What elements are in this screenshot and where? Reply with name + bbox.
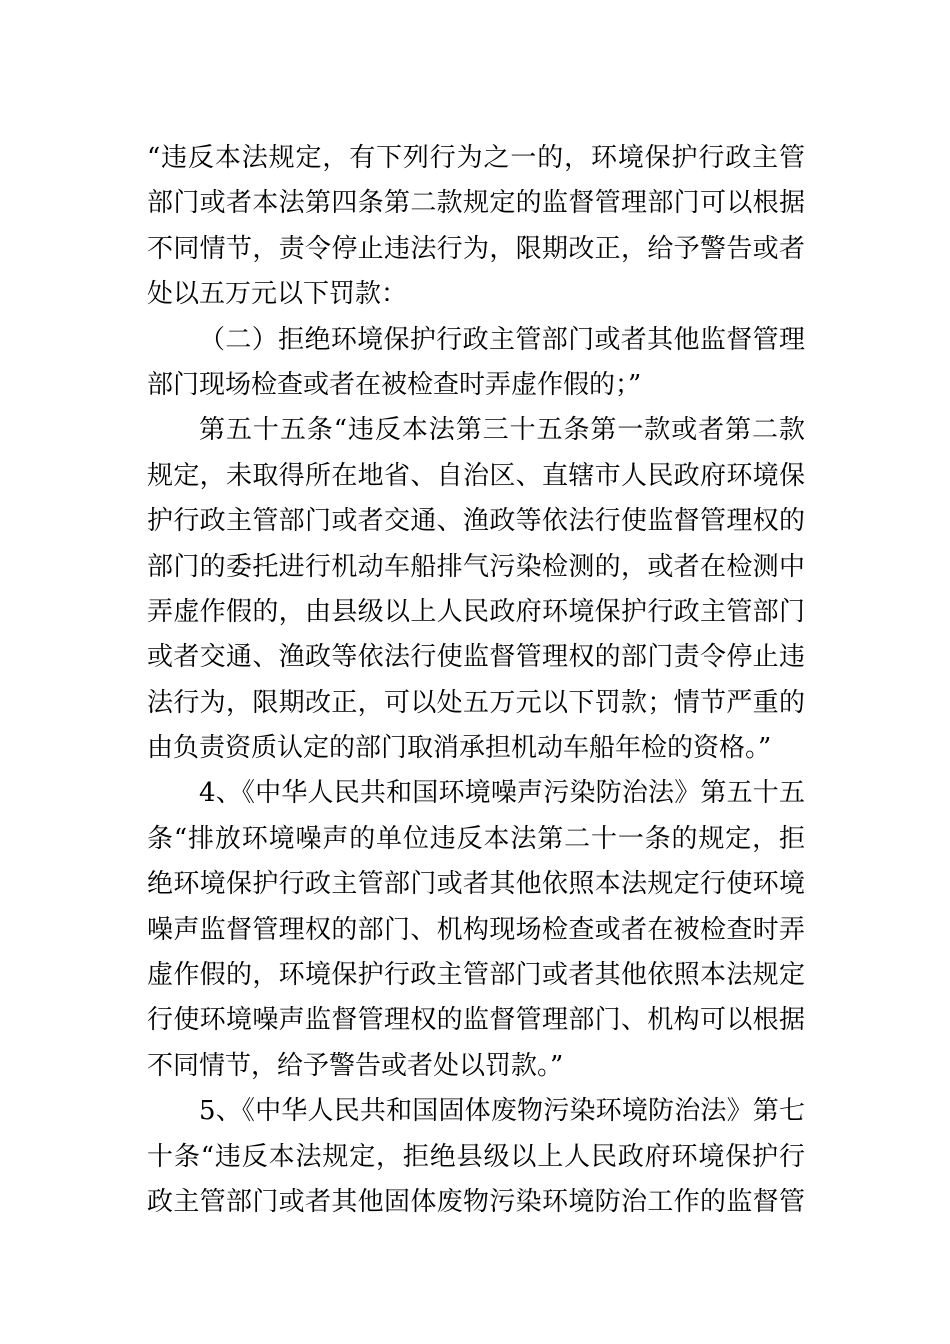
text-line: 条“排放环境噪声的单位违反本法第二十一条的规定，拒	[147, 823, 805, 854]
text-line: 4、《中华人民共和国环境噪声污染防治法》第五十五	[199, 778, 805, 809]
text-line: 十条“违反本法规定，拒绝县级以上人民政府环境保护行	[147, 1141, 805, 1172]
text-line: 弄虚作假的，由县级以上人民政府环境保护行政主管部门	[147, 596, 805, 627]
text-line: 噪声监督管理权的部门、机构现场检查或者在被检查时弄	[147, 914, 805, 945]
text-line: （二）拒绝环境保护行政主管部门或者其他监督管理	[199, 324, 805, 355]
text-line: 虚作假的，环境保护行政主管部门或者其他依照本法规定	[147, 960, 805, 991]
text-line: 第五十五条“违反本法第三十五条第一款或者第二款	[199, 415, 805, 446]
text-line: 政主管部门或者其他固体废物污染环境防治工作的监督管	[147, 1186, 805, 1217]
text-line: 部门现场检查或者在被检查时弄虚作假的；”	[147, 369, 642, 400]
text-line: 部门的委托进行机动车船排气污染检测的，或者在检测中	[147, 551, 805, 582]
text-line: 行使环境噪声监督管理权的监督管理部门、机构可以根据	[147, 1005, 805, 1036]
document-body	[147, 136, 805, 1225]
text-line: 部门或者本法第四条第二款规定的监督管理部门可以根据	[147, 188, 805, 219]
text-line: 或者交通、渔政等依法行使监督管理权的部门责令停止违	[147, 642, 805, 673]
text-line: 不同情节，给予警告或者处以罚款。”	[147, 1050, 564, 1081]
text-line: 护行政主管部门或者交通、渔政等依法行使监督管理权的	[147, 506, 805, 537]
text-line: 法行为，限期改正，可以处五万元以下罚款；情节严重的	[147, 687, 805, 718]
text-line: 由负责资质认定的部门取消承担机动车船年检的资格。”	[147, 733, 772, 764]
text-line: 处以五万元以下罚款：	[147, 279, 408, 310]
text-line: “违反本法规定，有下列行为之一的，环境保护行政主管	[147, 143, 805, 173]
text-line: 5、《中华人民共和国固体废物污染环境防治法》第七	[199, 1096, 805, 1127]
text-line: 不同情节，责令停止违法行为，限期改正，给予警告或者	[147, 233, 805, 264]
text-line: 绝环境保护行政主管部门或者其他依照本法规定行使环境	[147, 869, 805, 900]
text-line: 规定，未取得所在地省、自治区、直辖市人民政府环境保	[147, 460, 805, 491]
